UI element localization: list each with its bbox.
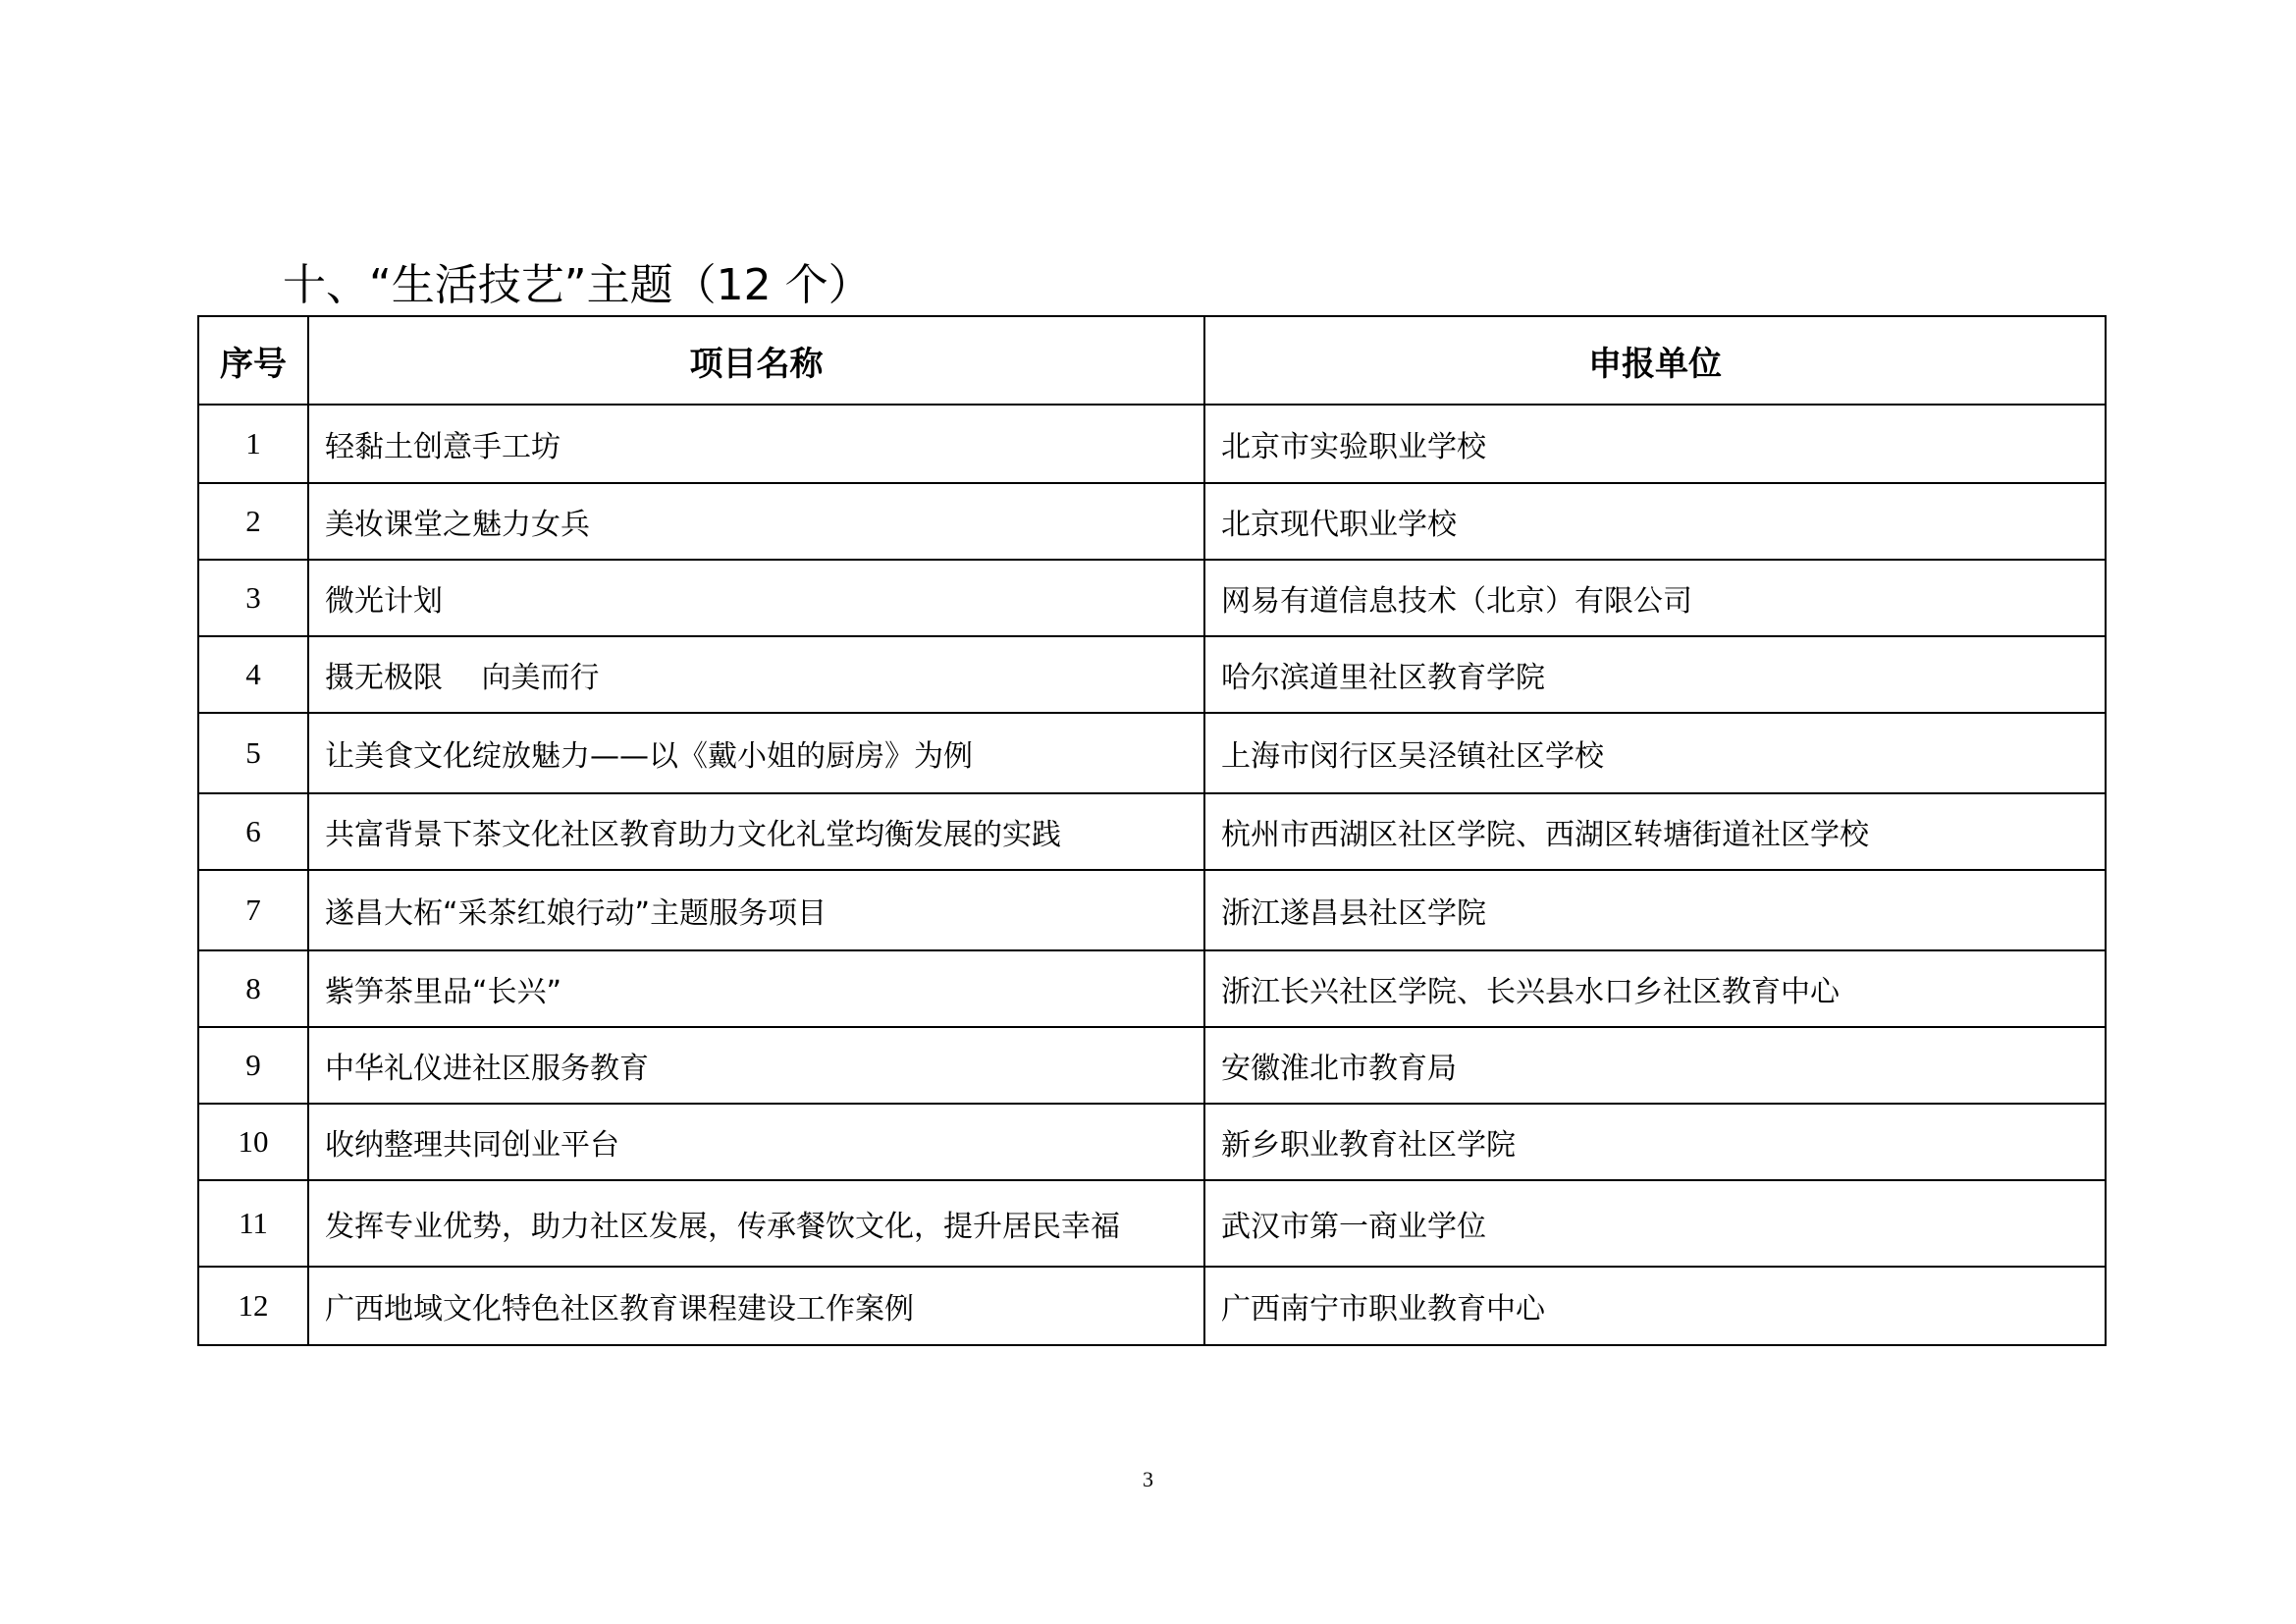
serial-number: 9	[198, 1027, 308, 1104]
table-row	[198, 1180, 2106, 1267]
header-applicant-unit: 申报单位	[1204, 316, 2106, 405]
applicant-unit: 浙江遂昌县社区学院	[1204, 870, 2106, 950]
page-number: 3	[1143, 1467, 1153, 1491]
applicant-unit: 上海市闵行区吴泾镇社区学校	[1204, 713, 2106, 793]
project-name: 发挥专业优势，助力社区发展，传承餐饮文化，提升居民幸福	[308, 1180, 1204, 1267]
header-serial-number: 序号	[198, 316, 308, 405]
table-row	[198, 1104, 2106, 1180]
project-name: 收纳整理共同创业平台	[308, 1104, 1204, 1180]
table-row	[198, 1267, 2106, 1345]
table-header-row	[198, 316, 2106, 405]
project-name: 轻黏土创意手工坊	[308, 405, 1204, 483]
project-name: 广西地域文化特色社区教育课程建设工作案例	[308, 1267, 1204, 1345]
applicant-unit: 广西南宁市职业教育中心	[1204, 1267, 2106, 1345]
project-name: 中华礼仪进社区服务教育	[308, 1027, 1204, 1104]
applicant-unit: 浙江长兴社区学院、长兴县水口乡社区教育中心	[1204, 950, 2106, 1027]
serial-number: 1	[198, 405, 308, 483]
project-name: 遂昌大柘“采茶红娘行动”主题服务项目	[308, 870, 1204, 950]
table-row	[198, 483, 2106, 560]
table-row	[198, 560, 2106, 636]
project-name: 摄无极限 向美而行	[308, 636, 1204, 713]
applicant-unit: 哈尔滨道里社区教育学院	[1204, 636, 2106, 713]
applicant-unit: 武汉市第一商业学位	[1204, 1180, 2106, 1267]
table-row	[198, 870, 2106, 950]
applicant-unit: 杭州市西湖区社区学院、西湖区转塘街道社区学校	[1204, 793, 2106, 870]
applicant-unit: 新乡职业教育社区学院	[1204, 1104, 2106, 1180]
applicant-unit: 北京现代职业学校	[1204, 483, 2106, 560]
project-name: 微光计划	[308, 560, 1204, 636]
serial-number: 7	[198, 870, 308, 950]
serial-number: 4	[198, 636, 308, 713]
serial-number: 2	[198, 483, 308, 560]
applicant-unit: 安徽淮北市教育局	[1204, 1027, 2106, 1104]
applicant-unit: 北京市实验职业学校	[1204, 405, 2106, 483]
table-row	[198, 713, 2106, 793]
project-name: 让美食文化绽放魅力——以《戴小姐的厨房》为例	[308, 713, 1204, 793]
serial-number: 11	[198, 1180, 308, 1267]
project-name: 美妆课堂之魅力女兵	[308, 483, 1204, 560]
serial-number: 10	[198, 1104, 308, 1180]
header-project-name: 项目名称	[308, 316, 1204, 405]
table-row	[198, 950, 2106, 1027]
serial-number: 3	[198, 560, 308, 636]
serial-number: 5	[198, 713, 308, 793]
serial-number: 8	[198, 950, 308, 1027]
project-name: 紫笋茶里品“长兴”	[308, 950, 1204, 1027]
serial-number: 6	[198, 793, 308, 870]
table-row	[198, 1027, 2106, 1104]
table-row	[198, 793, 2106, 870]
project-table	[197, 315, 2107, 1346]
table-row	[198, 405, 2106, 483]
table-row	[198, 636, 2106, 713]
section-heading: 十、“生活技艺”主题（12 个）	[283, 260, 872, 310]
applicant-unit: 网易有道信息技术（北京）有限公司	[1204, 560, 2106, 636]
serial-number: 12	[198, 1267, 308, 1345]
project-name: 共富背景下茶文化社区教育助力文化礼堂均衡发展的实践	[308, 793, 1204, 870]
